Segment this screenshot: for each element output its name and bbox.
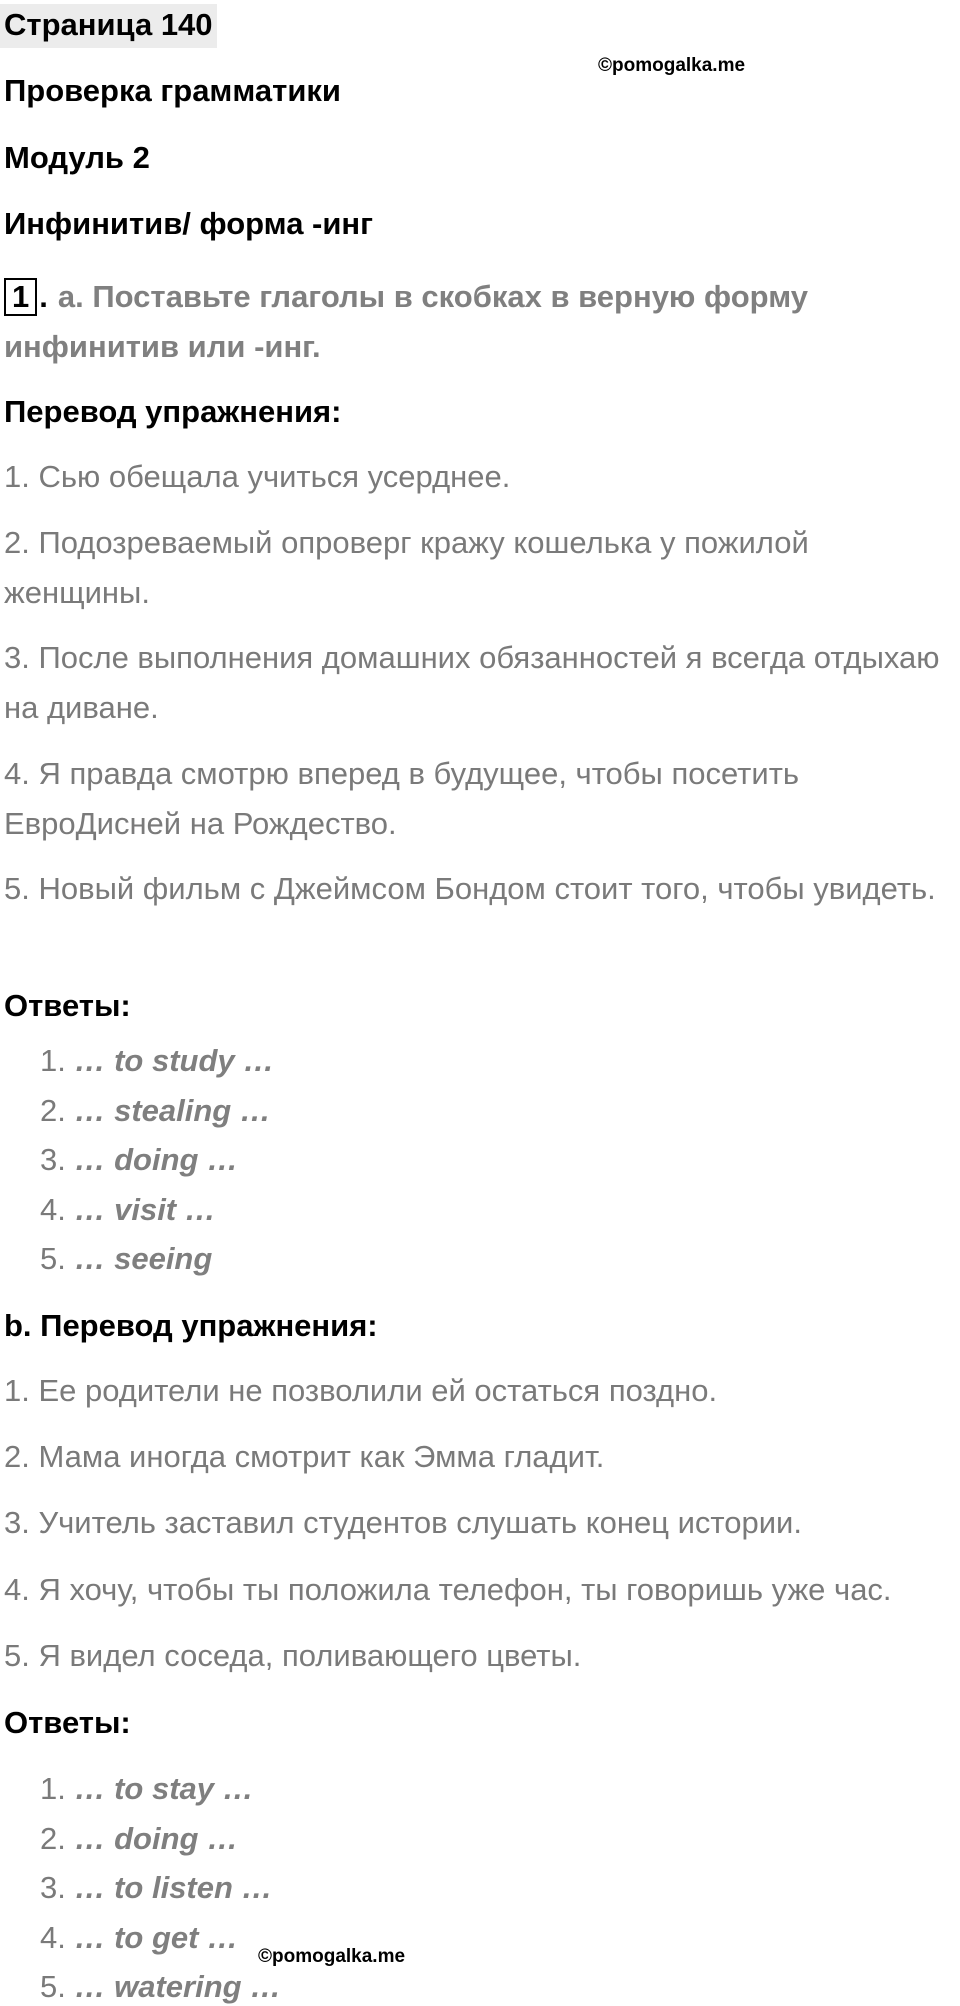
- part-b-heading: b. Перевод упражнения:: [4, 1308, 378, 1343]
- part-a-sentence: 1. Сью обещала учиться усерднее.: [4, 459, 511, 494]
- answer-value: … stealing …: [74, 1093, 271, 1128]
- answer-value: … to study …: [74, 1043, 275, 1078]
- part-a-answer: [40, 1042, 274, 1080]
- task-number-dot: .: [39, 279, 48, 314]
- part-b-sentence: 3. Учитель заставил студентов слушать конец истории.: [4, 1505, 802, 1540]
- part-a-sentence: 2. Подозреваемый опроверг кражу кошелька у пожилой женщины.: [4, 525, 809, 610]
- answer-number: 4.: [40, 1192, 66, 1227]
- answer-number: 4.: [40, 1920, 66, 1955]
- part-a-sentence: 4. Я правда смотрю вперед в будущее, чтобы посетить ЕвроДисней на Рождество.: [4, 756, 800, 841]
- part-b-sentence: 4. Я хочу, чтобы ты положила телефон, ты говоришь уже час.: [4, 1572, 892, 1607]
- part-a-answer: [40, 1191, 216, 1229]
- answer-value: … visit …: [74, 1192, 216, 1227]
- answer-value: … watering …: [74, 1969, 282, 2004]
- part-a-sentence: 3. После выполнения домашних обязанностей я всегда отдыхаю на диване.: [4, 640, 940, 725]
- answer-value: … doing …: [74, 1142, 239, 1177]
- part-b-answer: [40, 1968, 281, 2006]
- part-a-answer: [40, 1141, 238, 1179]
- answer-value: … to get …: [74, 1920, 239, 1955]
- answer-number: 1.: [40, 1771, 66, 1806]
- answer-number: 5.: [40, 1241, 66, 1276]
- topic-title: Инфинитив/ форма -инг: [4, 206, 374, 241]
- task-number-box: 1: [4, 278, 37, 316]
- watermark-bottom: ©pomogalka.me: [258, 1946, 406, 1967]
- answer-value: … doing …: [74, 1821, 239, 1856]
- part-b-answer: [40, 1919, 238, 1957]
- answer-number: 5.: [40, 1969, 66, 2004]
- answer-number: 3.: [40, 1870, 66, 1905]
- part-a-heading: Перевод упражнения:: [4, 394, 342, 429]
- answer-value: … to stay …: [74, 1771, 254, 1806]
- part-a-answers-heading: Ответы:: [4, 988, 131, 1023]
- task-text: a. Поставьте глаголы в скобках в верную форму инфинитив или -инг.: [4, 279, 808, 364]
- answer-number: 2.: [40, 1821, 66, 1856]
- answer-number: 2.: [40, 1093, 66, 1128]
- part-a-answer: [40, 1240, 212, 1278]
- answer-value: … seeing: [74, 1241, 213, 1276]
- watermark-top: ©pomogalka.me: [598, 55, 746, 76]
- part-a-answer: [40, 1092, 271, 1130]
- part-b-answer: [40, 1869, 273, 1907]
- task-statement: [4, 272, 884, 372]
- part-b-answer: [40, 1770, 254, 1808]
- module-title: Модуль 2: [4, 140, 150, 175]
- answer-number: 3.: [40, 1142, 66, 1177]
- part-b-sentence: 1. Ее родители не позволили ей остаться поздно.: [4, 1373, 718, 1408]
- part-a-sentence: 5. Новый фильм с Джеймсом Бондом стоит того, чтобы увидеть.: [4, 871, 936, 906]
- answer-value: … to listen …: [74, 1870, 273, 1905]
- part-b-answers-heading: Ответы:: [4, 1705, 131, 1740]
- answer-number: 1.: [40, 1043, 66, 1078]
- part-b-sentence: 5. Я видел соседа, поливающего цветы.: [4, 1638, 582, 1673]
- section-title: Проверка грамматики: [4, 73, 341, 108]
- page-label: Страница 140: [0, 4, 217, 48]
- part-b-sentence: 2. Мама иногда смотрит как Эмма гладит.: [4, 1439, 605, 1474]
- part-b-answer: [40, 1820, 238, 1858]
